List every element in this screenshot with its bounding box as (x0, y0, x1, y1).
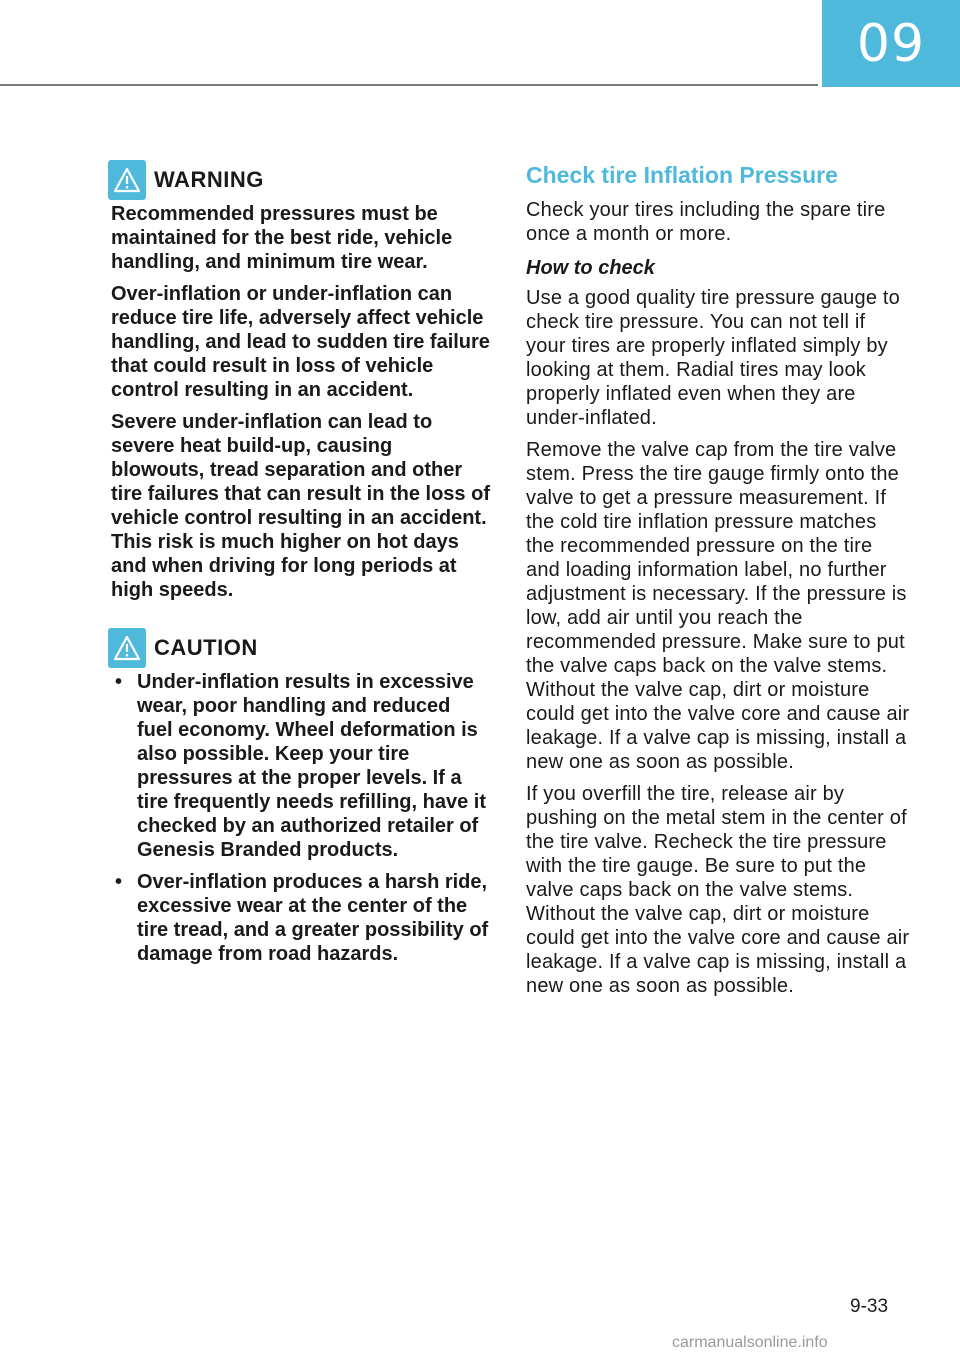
warning-triangle-icon (108, 160, 146, 200)
body-paragraph: Remove the valve cap from the tire valve stem. Press the tire gauge firmly onto the valve to get a pressure measurement. If the cold tire inflation pressure matches the recommended pressure on the tire and loading information label, no further adjustment is necessary. If the pressure is low, add air until you reach the recommended pressure. Make sure to put the valve caps back on the valve stems. Without the valve cap, dirt or moisture could get into the valve core and cause air leakage. If a valve cap is missing, install a new one as soon as possible. (526, 439, 910, 773)
watermark: carmanualsonline.info (672, 1334, 828, 1351)
warning-block (111, 160, 491, 602)
caution-block (111, 628, 491, 966)
warning-paragraph: Severe under-inflation can lead to severe heat build-up, causing blowouts, tread separation and other tire failures that can result in the loss of vehicle control resulting in an accident. This risk is much higher on hot days and when driving for long periods at high speeds. (111, 411, 490, 601)
caution-list-item (111, 670, 491, 862)
warning-header (108, 160, 491, 200)
warning-paragraph: Recommended pressures must be maintained for the best ride, vehicle handling, and minimum tire wear. (111, 203, 453, 273)
caution-header (108, 628, 491, 668)
caution-title: CAUTION (154, 635, 258, 660)
chapter-number: 09 (856, 13, 926, 74)
body-paragraph: Use a good quality tire pressure gauge to check tire pressure. You can not tell if your tires are properly inflated simply by looking at them. Radial tires may look properly inflated even when they are under-inflated. (526, 287, 900, 429)
section-intro: Check your tires including the spare tire once a month or more. (526, 199, 886, 245)
chapter-tab (822, 0, 960, 87)
warning-title: WARNING (154, 167, 264, 192)
caution-list (111, 670, 491, 966)
bullet: • (115, 871, 123, 893)
section-title: Check tire Inflation Pressure (526, 162, 838, 188)
body-paragraph: If you overfill the tire, release air by pushing on the metal stem in the center of the tire valve. Recheck the tire pressure with the tire gauge. Be sure to put the valve caps back on the valve stems. Without the valve cap, dirt or moisture could get into the valve core and cause air leakage. If a valve cap is missing, install a new one as soon as possible. (526, 783, 910, 997)
right-column (526, 158, 910, 1006)
caution-item-text: Under-inflation results in excessive wear, poor handling and reduced fuel economy. Wheel deformation is also possible. Keep your tire pressures at the proper levels. If a tire frequently needs refilling, have it checked by an authorized retailer of Genesis Branded products. (137, 671, 486, 861)
caution-list-item (111, 870, 491, 966)
left-column (111, 160, 491, 974)
page-number: 9-33 (850, 1296, 889, 1317)
warning-paragraph: Over-inflation or under-inflation can reduce tire life, adversely affect vehicle handling, and lead to sudden tire failure that could result in loss of vehicle control resulting in an accident. (111, 283, 490, 401)
subheading: How to check (526, 257, 655, 279)
bullet: • (115, 671, 123, 693)
header-rule (0, 84, 818, 86)
warning-triangle-icon (108, 628, 146, 668)
caution-item-text: Over-inflation produces a harsh ride, excessive wear at the center of the tire tread, and a greater possibility of damage from road hazards. (137, 871, 489, 965)
